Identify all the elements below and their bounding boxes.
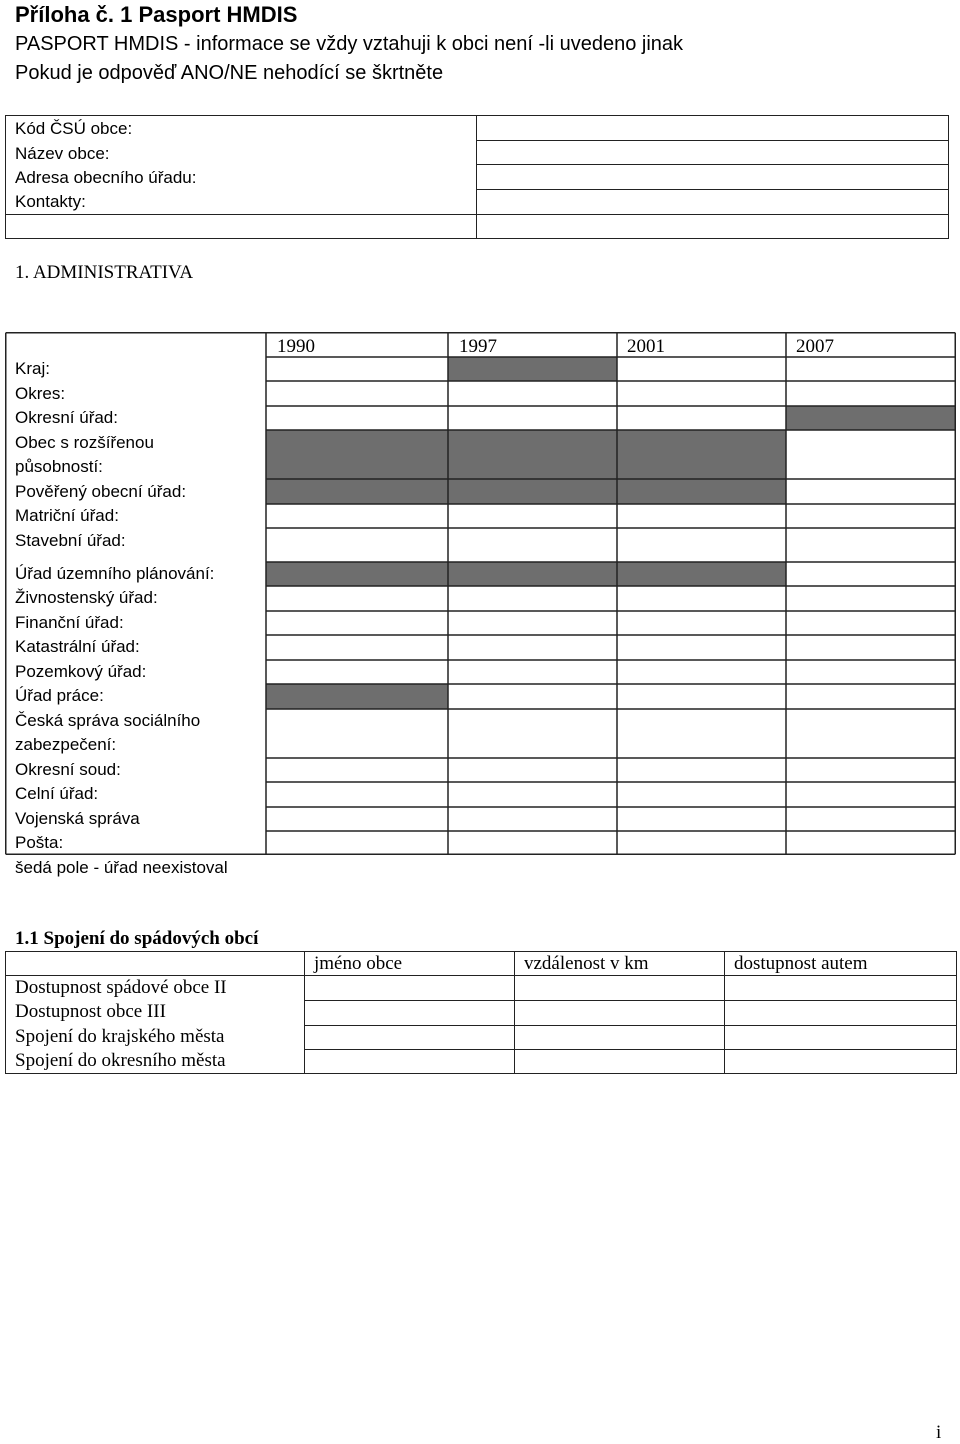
- year-header-2007: 2007: [796, 336, 834, 357]
- page-instruction: Pokud je odpověď ANO/NE nehodící se škrtněte: [15, 62, 444, 84]
- spojeni-dostupnost-cells[interactable]: [725, 976, 957, 1074]
- gray-cell-row7-col1: [448, 562, 617, 586]
- row-label-povereny-urad: Pověřený obecní úřad:: [15, 482, 187, 501]
- gray-cell-row7-col0: [266, 562, 448, 586]
- row-label-celni-urad: Celní úřad:: [15, 784, 99, 803]
- row-label-ceska-sprava-cont: zabezpečení:: [15, 735, 117, 754]
- col-header-dostupnost-autem: dostupnost autem: [725, 952, 957, 976]
- row-label-stavebni-urad: Stavební úřad:: [15, 531, 126, 550]
- gray-cell-row4-col1: [448, 479, 617, 504]
- row-label-posta: Pošta:: [15, 833, 64, 852]
- col-header-vzdalenost: vzdálenost v km: [515, 952, 725, 976]
- row-label-katastralni-urad: Katastrální úřad:: [15, 637, 140, 656]
- identification-labels-cell: [6, 116, 477, 215]
- spojeni-row-label-3: Spojení do krajského města: [15, 1026, 225, 1047]
- row-label-urad-prace: Úřad práce:: [15, 686, 104, 705]
- row-label-okresni-urad: Okresní úřad:: [15, 408, 118, 427]
- identification-values-cell[interactable]: [477, 116, 949, 215]
- gray-cell-row12-col0: [266, 684, 448, 709]
- row-label-obec-s-rozsirenou-cont: působností:: [15, 457, 103, 476]
- row-label-vojenska-sprava: Vojenská správa: [15, 809, 140, 828]
- gray-cell-row7-col2: [617, 562, 786, 586]
- row-label-pozemkovy-urad: Pozemkový úřad:: [15, 662, 147, 681]
- spojeni-labels-cell: [6, 976, 305, 1074]
- year-header-1990: 1990: [277, 336, 315, 357]
- row-label-matricni-urad: Matriční úřad:: [15, 506, 119, 525]
- kod-csu-label: Kód ČSÚ obce:: [15, 119, 133, 138]
- gray-cell-row4-col2: [617, 479, 786, 504]
- identification-table: [5, 115, 949, 239]
- adresa-uradu-label: Adresa obecního úřadu:: [15, 168, 197, 187]
- gray-cell-row3-col1: [448, 430, 617, 479]
- nazev-obce-label: Název obce:: [15, 144, 110, 163]
- row-label-ceska-sprava: Česká správa sociálního: [15, 711, 201, 730]
- gray-cell-row3-col2: [617, 430, 786, 479]
- gray-cell-row0-col1: [448, 357, 617, 381]
- year-header-2001: 2001: [627, 336, 665, 357]
- spojeni-row-label-1: Dostupnost spádové obce II: [15, 977, 227, 998]
- contact-extra-right-cell[interactable]: [477, 215, 949, 239]
- section-heading-spojeni: 1.1 Spojení do spádových obcí: [15, 928, 259, 949]
- row-label-financni-urad: Finanční úřad:: [15, 613, 124, 632]
- row-label-kraj: Kraj:: [15, 359, 50, 378]
- spojeni-jmeno-cells[interactable]: [305, 976, 515, 1074]
- legend-gray-fields: šedá pole - úřad neexistoval: [15, 858, 228, 877]
- page-subtitle: PASPORT HMDIS - informace se vždy vztahuji k obci není -li uvedeno jinak: [15, 33, 684, 55]
- contact-extra-left-cell[interactable]: [6, 215, 477, 239]
- gray-cell-row4-col0: [266, 479, 448, 504]
- row-label-urad-uzemniho-planovani: Úřad územního plánování:: [15, 564, 215, 583]
- spojeni-vzdalenost-cells[interactable]: [515, 976, 725, 1074]
- col-header-jmeno-obce: jméno obce: [305, 952, 515, 976]
- gray-cell-row3-col0: [266, 430, 448, 479]
- spojeni-table: [5, 951, 957, 1074]
- page-number: i: [936, 1422, 942, 1443]
- spojeni-row-label-2: Dostupnost obce III: [15, 1001, 166, 1022]
- row-label-okres: Okres:: [15, 384, 66, 403]
- section-heading-administrativa: 1. ADMINISTRATIVA: [15, 262, 194, 283]
- spojeni-row-label-4: Spojení do okresního města: [15, 1050, 226, 1071]
- row-label-obec-s-rozsirenou: Obec s rozšířenou: [15, 433, 154, 452]
- gray-cell-row2-col3: [786, 406, 956, 430]
- kontakty-label: Kontakty:: [15, 192, 86, 211]
- row-label-zivnostensky-urad: Živnostenský úřad:: [15, 588, 158, 607]
- spojeni-header-empty: [6, 952, 305, 976]
- year-header-1997: 1997: [459, 336, 497, 357]
- row-label-okresni-soud: Okresní soud:: [15, 760, 121, 779]
- page-title: Příloha č. 1 Pasport HMDIS: [15, 2, 298, 27]
